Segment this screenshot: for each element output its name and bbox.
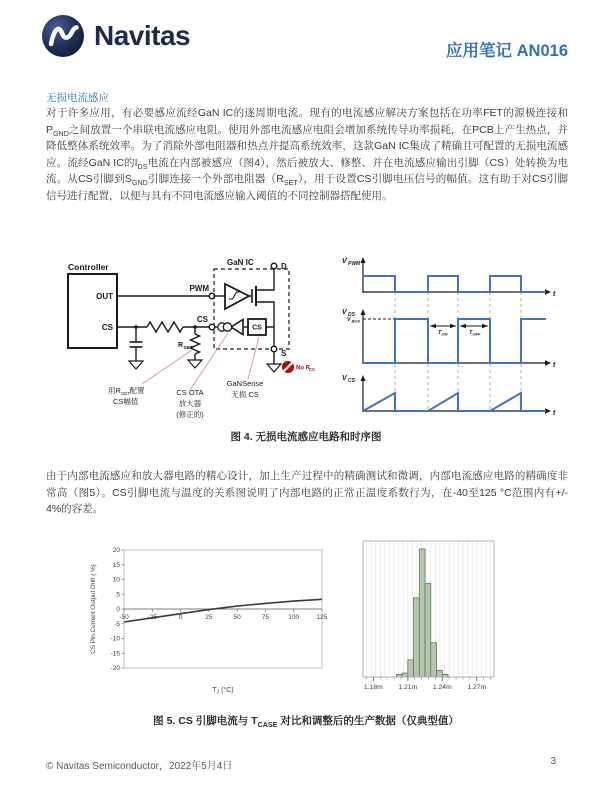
no-rcs-label-sub: CS [309, 367, 315, 372]
gan-ic-label: GaN IC [227, 258, 254, 267]
drain-terminal [271, 263, 277, 269]
ground-symbol [188, 360, 202, 368]
ota-amplifier [218, 320, 243, 335]
vds-label: V [342, 309, 347, 316]
brand-name: Navitas [94, 20, 191, 51]
figure4-circuit-diagram [52, 246, 316, 431]
cs-terminal [209, 324, 215, 330]
figure4-timing-diagram [318, 248, 568, 428]
svg-text:5: 5 [116, 591, 120, 599]
svg-text:0: 0 [116, 606, 120, 614]
no-rcs-icon [282, 361, 294, 373]
vpwm-wave [363, 276, 546, 292]
toff-label-sub: OFF [472, 331, 481, 337]
figure4-caption: 图 4. 无损电流感应电路和时序图 [230, 431, 382, 443]
vpwm-label: V [342, 258, 347, 265]
ann-rset-line2: CS幅值 [113, 397, 139, 406]
svg-text:-10: -10 [110, 635, 120, 643]
svg-text:1.24m: 1.24m [432, 684, 452, 691]
svg-text:125: 125 [316, 614, 328, 621]
svg-text:-25: -25 [147, 614, 157, 621]
ann-rset-text: 用R [108, 386, 121, 395]
t-axis-label: t [553, 410, 556, 417]
svg-text:1.21m: 1.21m [398, 684, 418, 691]
pwm-node-label: PWM [189, 284, 209, 293]
ton-label-sub: ON [441, 331, 448, 337]
cs-block-label: CS [252, 324, 262, 332]
svg-text:1.27m: 1.27m [467, 684, 487, 691]
controller-label: Controller [68, 262, 109, 272]
gate-driver [225, 284, 249, 309]
cs-current-histogram [360, 538, 500, 696]
controller-box [68, 274, 117, 348]
navitas-logo [40, 13, 190, 59]
toff-label: T [469, 330, 473, 336]
vcs-label-sub: CS [348, 378, 355, 384]
out-pin-label: OUT [96, 292, 113, 301]
svg-text:-5: -5 [114, 620, 120, 628]
svg-text:-20: -20 [110, 665, 120, 673]
vbus-label: V [347, 317, 351, 323]
annotations [108, 379, 263, 419]
svg-text:0: 0 [178, 614, 183, 621]
capacitor-symbol [130, 342, 143, 347]
vcs-label: V [342, 375, 347, 382]
ann-rset-sub: SET [121, 392, 131, 397]
cs-drift-line-chart [86, 542, 336, 702]
ann-ota-line1: CS OTA [176, 388, 204, 397]
section-heading: 无损电流感应 [46, 92, 109, 104]
vpwm-label-sub: PWM [348, 261, 361, 267]
svg-text:10: 10 [112, 576, 120, 584]
svg-text:-50: -50 [119, 614, 129, 621]
source-terminal [271, 346, 277, 352]
navitas-logo-icon [40, 13, 86, 59]
ground-symbol [267, 364, 281, 372]
svg-text:20: 20 [112, 547, 120, 555]
svg-text:-15: -15 [110, 650, 120, 658]
svg-text:15: 15 [112, 561, 120, 569]
copyright-text: © Navitas Semiconductor，2022年5月4日 [46, 761, 233, 772]
paragraph-2: 由于内部电流感应和放大器电路的精心设计，加上生产过程中的精确测试和微调，内部电流感应电路的精确度非常高（图5）。CS引脚电流与温度的关系图说明了内部电路的正常正温度系数行为，在-40至125 °C范围内有+/- 4%的容差。 [46, 470, 568, 516]
svg-text:100: 100 [288, 614, 300, 621]
t-axis-label: t [553, 291, 556, 298]
svg-text:1.18m: 1.18m [363, 684, 383, 691]
figure5-caption: 图 5. CS 引脚电流与 $T_{CASE}$ 对比和调整后的生产数据（仅典型值） [153, 715, 459, 730]
rset-resistor [191, 327, 200, 360]
svg-text:25: 25 [205, 614, 213, 621]
svg-text:50: 50 [233, 614, 241, 621]
ground-symbol [129, 361, 143, 369]
doc-title: 应用笔记 AN016 [446, 42, 568, 60]
axis-arrows [361, 257, 552, 414]
source-label: S [281, 349, 287, 358]
vcs-wave [363, 393, 546, 411]
svg-text:TJ (°C): $T_J$ (°C) [212, 687, 234, 696]
ann-ota-line3: (修正的) [176, 410, 204, 419]
t-axis-label: t [553, 362, 556, 369]
ton-label: T [438, 330, 442, 336]
waveforms [363, 276, 546, 411]
svg-text:CS Pin Current Output Drift (: CS Pin Current Output Drift ( %) [90, 564, 97, 654]
svg-text:75: 75 [261, 614, 270, 621]
page-number: 3 [550, 756, 556, 767]
paragraph-1: 对于许多应用，有必要感应流经GaN IC的逐周期电流。现有的电流感应解决方案包括在功率FET的源极连接和$P_{GND}$之间放置一个串联电流感应电阻。使用外部电流感应电阻会增加系统传导功率损耗，在PCB上产生热点，并降低整体系统效率。为了消除外部电阻器和热点并提高系统效率，这款GaN IC集成了精确且可配置的无损电流感应。流经GaN IC的$I_{DS}$电流在内部被感应（图4），然后被放大、修整、并在电流感应输出引脚（CS）处转换为电流。从CS引脚到$S_{GND}$引脚连接一个外部电阻器$(R_{SET})$，用于设置CS引脚电压信号的幅值。这有助于对CS引脚信号进行配置，以便与具有不同电流感应输入阈值的不同控制器搭配使用。 [46, 107, 568, 202]
vds-label-sub: DS [348, 312, 355, 318]
cs-node-label: CS [196, 315, 208, 324]
ann-gansense-line1: GaNSense [226, 379, 264, 388]
wave-labels [342, 258, 556, 417]
ann-ota-line2: 放大器 [178, 399, 202, 408]
ann-rset-text2: 配置 [129, 386, 145, 395]
rset-label: R [177, 342, 183, 349]
drain-label: D [281, 262, 287, 271]
rset-label-sub: SET [183, 346, 193, 351]
no-rcs-label: No R [296, 365, 310, 372]
series-resistor [147, 322, 183, 332]
vbus-label-sub: BUS [351, 318, 360, 324]
ann-gansense-line2: 无损 CS [231, 390, 259, 399]
cs-pin-label: CS [101, 323, 113, 332]
